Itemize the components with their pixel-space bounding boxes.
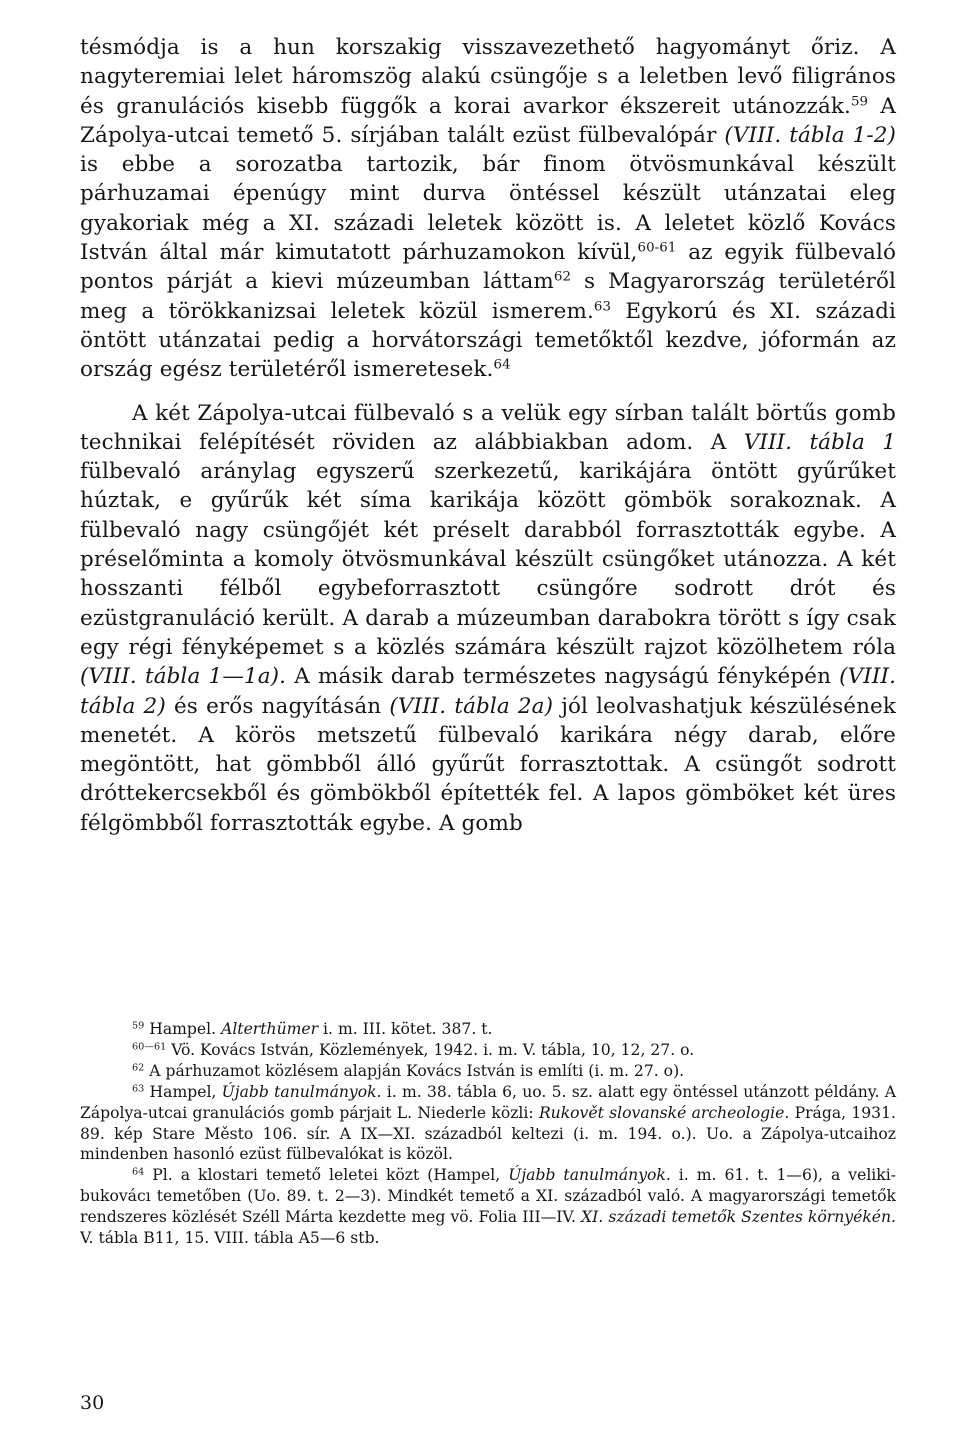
text-run: az egyik fülbevaló pontos párját a kievi múzeumban láttam (80, 240, 896, 295)
italic-text: (VIII. tábla 1—1a) (80, 664, 280, 690)
text-run: A két Zápolya-utcai fülbevaló s a velük egy sírban talált börtűs gomb technikai felépítését röviden az alábbiakban adom. A (80, 400, 896, 455)
text-run: tésmódja is a hun korszakig visszavezethető hagyományt őriz. A nagyteremiai lelet háromszög alakú csüngője s a leletben levő filigrános és granulációs kisebb függők a korai avarkor ékszereit utánozzák. (80, 35, 896, 119)
text-run: Prága, 1931. 89. kép Stare Město 106. sír. A IX—XI. századból keltezi (i. m. 194. o.). Uo. a Zápolya-utcaihoz mindenben hasonló ezüst fülbevalókat is közöl. (80, 1103, 896, 1164)
text-run: jól leolvashatjuk készülésének menetét. A körös metszetű fülbevaló karikára négy darab, előre megöntött, hat gömbből álló gyűrűt forrasztottak. A csüngőt sodrott dróttekercsekből és gömbökből építették fel. A lapos gömböket két üres félgömbből forrasztották egybe. A gomb (80, 693, 896, 836)
text-run: A párhuzamot közlésem alapján Kovács István is említi (i. m. 27. o). (144, 1061, 685, 1080)
text-run: Hampel, (144, 1082, 222, 1101)
footnote-63 (80, 1082, 896, 1166)
text-run: i. m. III. kötet. 387. t. (318, 1020, 493, 1038)
italic-text: Alterthümer (221, 1020, 319, 1038)
footnote-62 (80, 1061, 896, 1082)
text-run: i. m. 38. tábla 6, uo. 5. sz. alatt egy öntéssel utánzott példány. A Zápolya-utcai granulációs gomb párjait L. Niederle közli: (80, 1082, 896, 1122)
paragraph-2 (80, 399, 896, 838)
text-run: s Magyarország területéről meg a törökkanizsai leletek közül ismerem. (80, 269, 896, 324)
text-run: A Zápolya-utcai temető 5. sírjában talált ezüst fülbevalópár (80, 93, 897, 148)
text-run: Pl. a klostari temető leletei közt (Hampel, (144, 1166, 509, 1185)
italic-text: (VIII. tábla 2) (80, 664, 896, 719)
footnote-ref: 64 (132, 1167, 145, 1179)
italic-text: Újabb tanulmányok. (508, 1166, 671, 1185)
footnote-60-61 (80, 1040, 896, 1061)
text-run: V. tábla B11, 15. VIII. tábla A5—6 stb. (80, 1229, 380, 1248)
italic-text: Rukovět slovanské archeologie. (538, 1103, 790, 1122)
footnote-ref: 62 (132, 1062, 145, 1074)
italic-text: Újabb tanulmányok. (221, 1082, 382, 1101)
footnote-ref: 63 (593, 299, 612, 315)
text-run: és erős nagyításán (165, 693, 390, 719)
text-run: Egykorú és XI. századi öntött utánzatai pedig a horvátországi temetőktől kezdve, jóformán az ország egész területéről ismeretesek. (80, 298, 896, 383)
italic-text: VIII. tábla 1 (743, 429, 897, 455)
footnote-59 (80, 1019, 896, 1040)
footnote-ref: 63 (132, 1083, 145, 1095)
footnote-ref: 60-61 (637, 240, 677, 256)
text-run: is ebbe a sorozatba tartozik, bár finom ötvösmunkával készült párhuzamai épenúgy mint durva öntéssel készült utánzatai eleg gyakoriak még a XI. századi leletek között is. A leletet közlő Kovács István által már kimutatott párhuzamokon kívül, (80, 152, 896, 266)
footnote-64 (80, 1165, 896, 1249)
italic-text: (VIII. tábla 1-2) (724, 122, 896, 148)
text-run: Vö. Kovács István, Közlemények, 1942. i. m. V. tábla, 10, 12, 27. o. (166, 1040, 695, 1059)
footnote-ref: 59 (132, 1020, 145, 1032)
paragraph-1 (80, 33, 896, 385)
text-run: . A másik darab természetes nagyságú fényképén (279, 664, 840, 690)
italic-text: (VIII. tábla 2a) (389, 693, 554, 719)
footnote-ref: 59 (850, 94, 869, 110)
text-run: Hampel. (144, 1020, 222, 1038)
footnotes (80, 1019, 896, 1249)
text-run: fülbevaló aránylag egyszerű szerkezetű, karikájára öntött gyűrűket húztak, e gyűrűk két síma karikája között gömbök sorakoznak. A fülbevaló nagy csüngőjét két préselt darabból forrasztották egybe. A préselőminta a komoly ötvösmunkával készült csüngőket utánozza. A két hosszanti félből egybeforrasztott csüngőre sodrott drót és ezüstgranuláció került. A darab a múzeumban darabokra törött s így csak egy régi fényképemet s a közlés számára készült rajzot közölhetem róla (80, 459, 896, 660)
footnote-ref: 62 (553, 270, 572, 286)
body-text (80, 33, 896, 838)
italic-text: XI. századi temetők Szentes környékén. (581, 1208, 896, 1227)
footnote-ref: 60—61 (132, 1041, 167, 1053)
text-run: i. m. 61. t. 1—6), a veliki-bukovácı temetőben (Uo. 89. t. 2—3). Mindkét temető a XI. századból való. A magyarországi temetők rendszeres közlését Széll Márta kezdette meg vö. Folia III—IV. (80, 1166, 896, 1227)
footnote-ref: 64 (493, 357, 511, 373)
page-number: 30 (80, 1392, 105, 1414)
